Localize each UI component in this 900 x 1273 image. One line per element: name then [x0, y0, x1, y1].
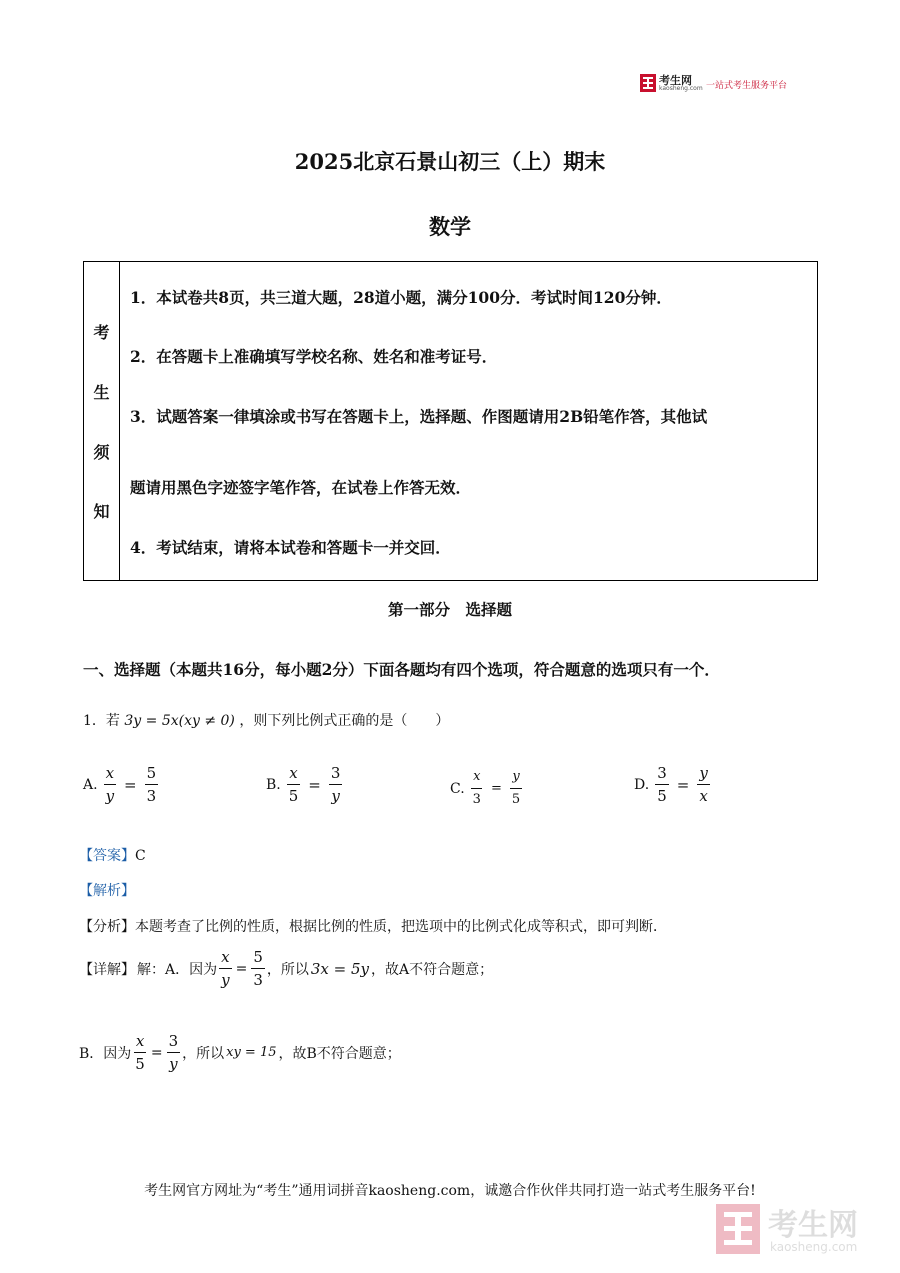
option-letter: C. [450, 780, 465, 797]
question-condition: 3y = 5x(xy ≠ 0) [124, 713, 235, 729]
part-title: 第一部分 选择题 [387, 600, 512, 619]
numerator: y [510, 766, 521, 789]
detail-label: 【详解】 [79, 961, 135, 978]
denominator: 5 [288, 787, 299, 805]
logo-domain: kaosheng.com [659, 85, 703, 92]
detail-a-line [79, 946, 493, 991]
denominator: 5 [657, 787, 667, 805]
detail-b-line [79, 1030, 401, 1075]
notice-label-char: 考 [93, 323, 110, 342]
logo-mark-icon [640, 74, 656, 92]
notice-label-char: 须 [93, 443, 110, 462]
watermark [716, 1200, 886, 1260]
option-b[interactable] [266, 762, 342, 807]
notice-line: 3．试题答案一律填涂或书写在答题卡上，选择题、作图题请用2B铅笔作答，其他试 [130, 407, 708, 426]
denominator: y [105, 787, 115, 805]
detail-b-prefix: B．因为 [79, 1045, 132, 1062]
fraction [145, 762, 159, 807]
answer-line [79, 845, 146, 865]
denominator: y [221, 971, 230, 989]
logo-name: 考生网 [659, 74, 692, 87]
logo-slogan: 一站式考生服务平台 [706, 81, 788, 91]
fraction [655, 762, 669, 807]
equals-sign: = [124, 775, 137, 794]
numerator: 3 [167, 1030, 181, 1053]
notice-label-char: 知 [93, 502, 110, 521]
analysis-summary: 【分析】本题考查了比例的性质，根据比例的性质，把选项中的比例式化成等积式，即可判断． [79, 919, 667, 935]
detail-b-mid: ，所以 [182, 1045, 225, 1062]
notice-line: 题请用黑色字迹签字笔作答，在试卷上作答无效． [130, 478, 472, 497]
denominator: 3 [253, 971, 263, 989]
equals-sign: = [150, 1044, 163, 1061]
detail-a-mid: ，所以 [266, 961, 309, 978]
option-letter: A. [83, 776, 98, 793]
equals-sign: = [308, 775, 321, 794]
numerator: x [471, 766, 482, 789]
denominator: 5 [135, 1055, 145, 1073]
option-letter: B. [266, 776, 281, 793]
fraction [167, 1030, 181, 1075]
equals-sign: = [490, 781, 502, 796]
detail-a-tail: ，故A不符合题意； [371, 961, 494, 978]
numerator: 3 [329, 762, 343, 785]
fraction [697, 762, 709, 807]
brand-logo [640, 72, 810, 96]
detail-a-equation: 3x = 5y [310, 959, 370, 978]
analysis-label: 【解析】 [79, 883, 135, 899]
question-number: 1．若 [83, 713, 120, 729]
denominator: 3 [146, 787, 157, 805]
exam-title: 2025北京石景山初三（上）期末 [294, 149, 606, 174]
fraction [219, 946, 231, 991]
denominator: y [331, 787, 340, 805]
option-c[interactable] [450, 766, 522, 811]
notice-label-column [84, 262, 120, 580]
fraction [287, 762, 301, 807]
answer-label: 【答案】 [79, 848, 135, 864]
numerator: x [134, 1030, 146, 1053]
fraction [471, 766, 483, 811]
numerator: 3 [655, 762, 669, 785]
numerator: 5 [251, 946, 265, 969]
detail-b-tail: ，故B不符合题意； [278, 1045, 401, 1062]
watermark-name: 考生网 [768, 1208, 858, 1243]
section-heading: 一、选择题（本题共16分，每小题2分）下面各题均有四个选项，符合题意的选项只有一个． [83, 660, 720, 679]
denominator: 5 [511, 792, 521, 807]
denominator: x [699, 787, 708, 805]
answer-value: C [135, 848, 146, 864]
notice-line: 1．本试卷共8页，共三道大题，28道小题，满分100分．考试时间120分钟． [130, 288, 672, 307]
numerator: x [104, 762, 116, 785]
subject-title: 数学 [429, 214, 471, 239]
question-stem-tail: ，则下列比例式正确的是（ ） [239, 713, 450, 729]
notice-box [83, 261, 818, 581]
denominator: 3 [472, 792, 481, 807]
watermark-domain: kaosheng.com [770, 1240, 858, 1254]
watermark-logo-icon [716, 1204, 760, 1254]
option-letter: D. [634, 776, 650, 793]
notice-line: 2．在答题卡上准确填写学校名称、姓名和准考证号． [130, 347, 498, 366]
numerator: y [697, 762, 709, 785]
denominator: y [169, 1055, 178, 1073]
fraction [510, 766, 522, 811]
fraction [133, 1030, 147, 1075]
fraction [251, 946, 265, 991]
page-footer: 考生网官方网址为“考生”通用词拼音kaosheng.com，诚邀合作伙伴共同打造一站式考生服务平台! [144, 1183, 756, 1199]
question-1-stem [83, 710, 449, 730]
detail-b-equation: xy = 15 [226, 1045, 277, 1060]
notice-label-char: 生 [93, 383, 110, 402]
equals-sign: = [235, 960, 248, 977]
option-d[interactable] [634, 762, 710, 807]
notice-line: 4．考试结束，请将本试卷和答题卡一并交回． [130, 538, 451, 557]
numerator: x [219, 946, 231, 969]
fraction [329, 762, 343, 807]
option-a[interactable] [83, 762, 158, 807]
detail-a-prefix: 解：A．因为 [137, 961, 218, 978]
numerator: 5 [145, 762, 159, 785]
fraction [104, 762, 116, 807]
equals-sign: = [676, 775, 690, 794]
numerator: x [287, 762, 299, 785]
